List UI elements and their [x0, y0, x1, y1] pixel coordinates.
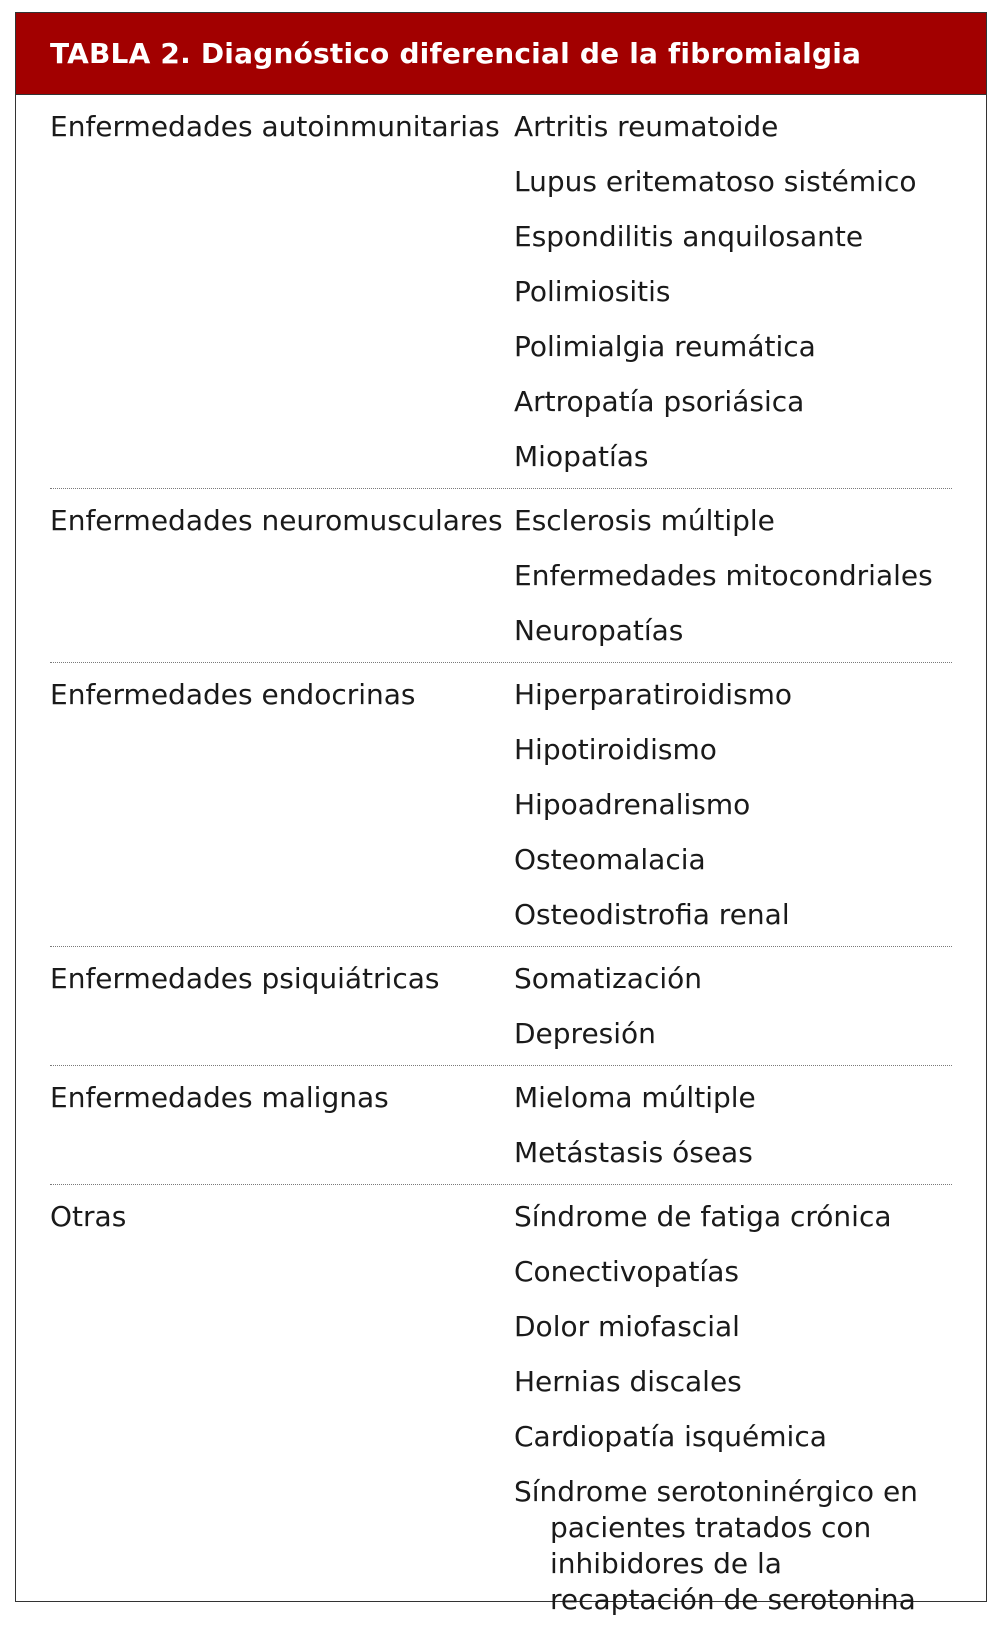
condition-item: Síndrome de fatiga crónica — [514, 1200, 892, 1233]
condition-item: Síndrome serotoninérgico en pacientes tratados con inhibidores de la recaptación de serotonina — [514, 1475, 918, 1616]
table-row — [50, 1185, 952, 1632]
category-name: Enfermedades malignas — [50, 1081, 389, 1114]
condition-item: Hernias discales — [514, 1365, 742, 1398]
table-body — [16, 95, 986, 1632]
condition-item: Hiperparatiroidismo — [514, 678, 793, 711]
condition-item: Artritis reumatoide — [514, 110, 779, 143]
condition-list — [514, 503, 952, 660]
table-row — [50, 489, 952, 663]
condition-item: Neuropatías — [514, 614, 684, 647]
condition-item: Hipoadrenalismo — [514, 788, 751, 821]
condition-item: Hipotiroidismo — [514, 733, 717, 766]
condition-item: Miopatías — [514, 440, 649, 473]
condition-item: Conectivopatías — [514, 1255, 739, 1288]
condition-list — [514, 109, 952, 486]
table-title: TABLA 2. Diagnóstico diferencial de la fibromialgia — [50, 37, 862, 70]
category-name: Enfermedades psiquiátricas — [50, 962, 440, 995]
condition-list — [514, 677, 952, 944]
condition-item: Somatización — [514, 962, 703, 995]
condition-item: Dolor miofascial — [514, 1310, 740, 1343]
condition-item: Cardiopatía isquémica — [514, 1420, 827, 1453]
table-row — [50, 95, 952, 489]
condition-list — [514, 961, 952, 1063]
category-name: Enfermedades neuromusculares — [50, 504, 503, 537]
condition-item: Mieloma múltiple — [514, 1081, 756, 1114]
table-row — [50, 1066, 952, 1185]
table-row — [50, 947, 952, 1066]
condition-item: Espondilitis anquilosante — [514, 220, 864, 253]
condition-list — [514, 1199, 952, 1630]
category-name: Otras — [50, 1200, 127, 1233]
condition-item: Polimiositis — [514, 275, 671, 308]
condition-item: Lupus eritematoso sistémico — [514, 165, 917, 198]
table-row — [50, 663, 952, 947]
condition-item: Esclerosis múltiple — [514, 504, 775, 537]
condition-item: Polimialgia reumática — [514, 330, 816, 363]
table-header — [16, 13, 986, 95]
condition-item: Osteomalacia — [514, 843, 706, 876]
differential-diagnosis-table — [15, 12, 987, 1616]
category-name: Enfermedades endocrinas — [50, 678, 416, 711]
condition-item: Osteodistrofia renal — [514, 898, 790, 931]
condition-item: Metástasis óseas — [514, 1136, 753, 1169]
condition-list — [514, 1080, 952, 1182]
condition-item: Artropatía psoriásica — [514, 385, 805, 418]
condition-item: Enfermedades mitocondriales — [514, 559, 933, 592]
category-name: Enfermedades autoinmunitarias — [50, 110, 500, 143]
condition-item: Depresión — [514, 1017, 656, 1050]
